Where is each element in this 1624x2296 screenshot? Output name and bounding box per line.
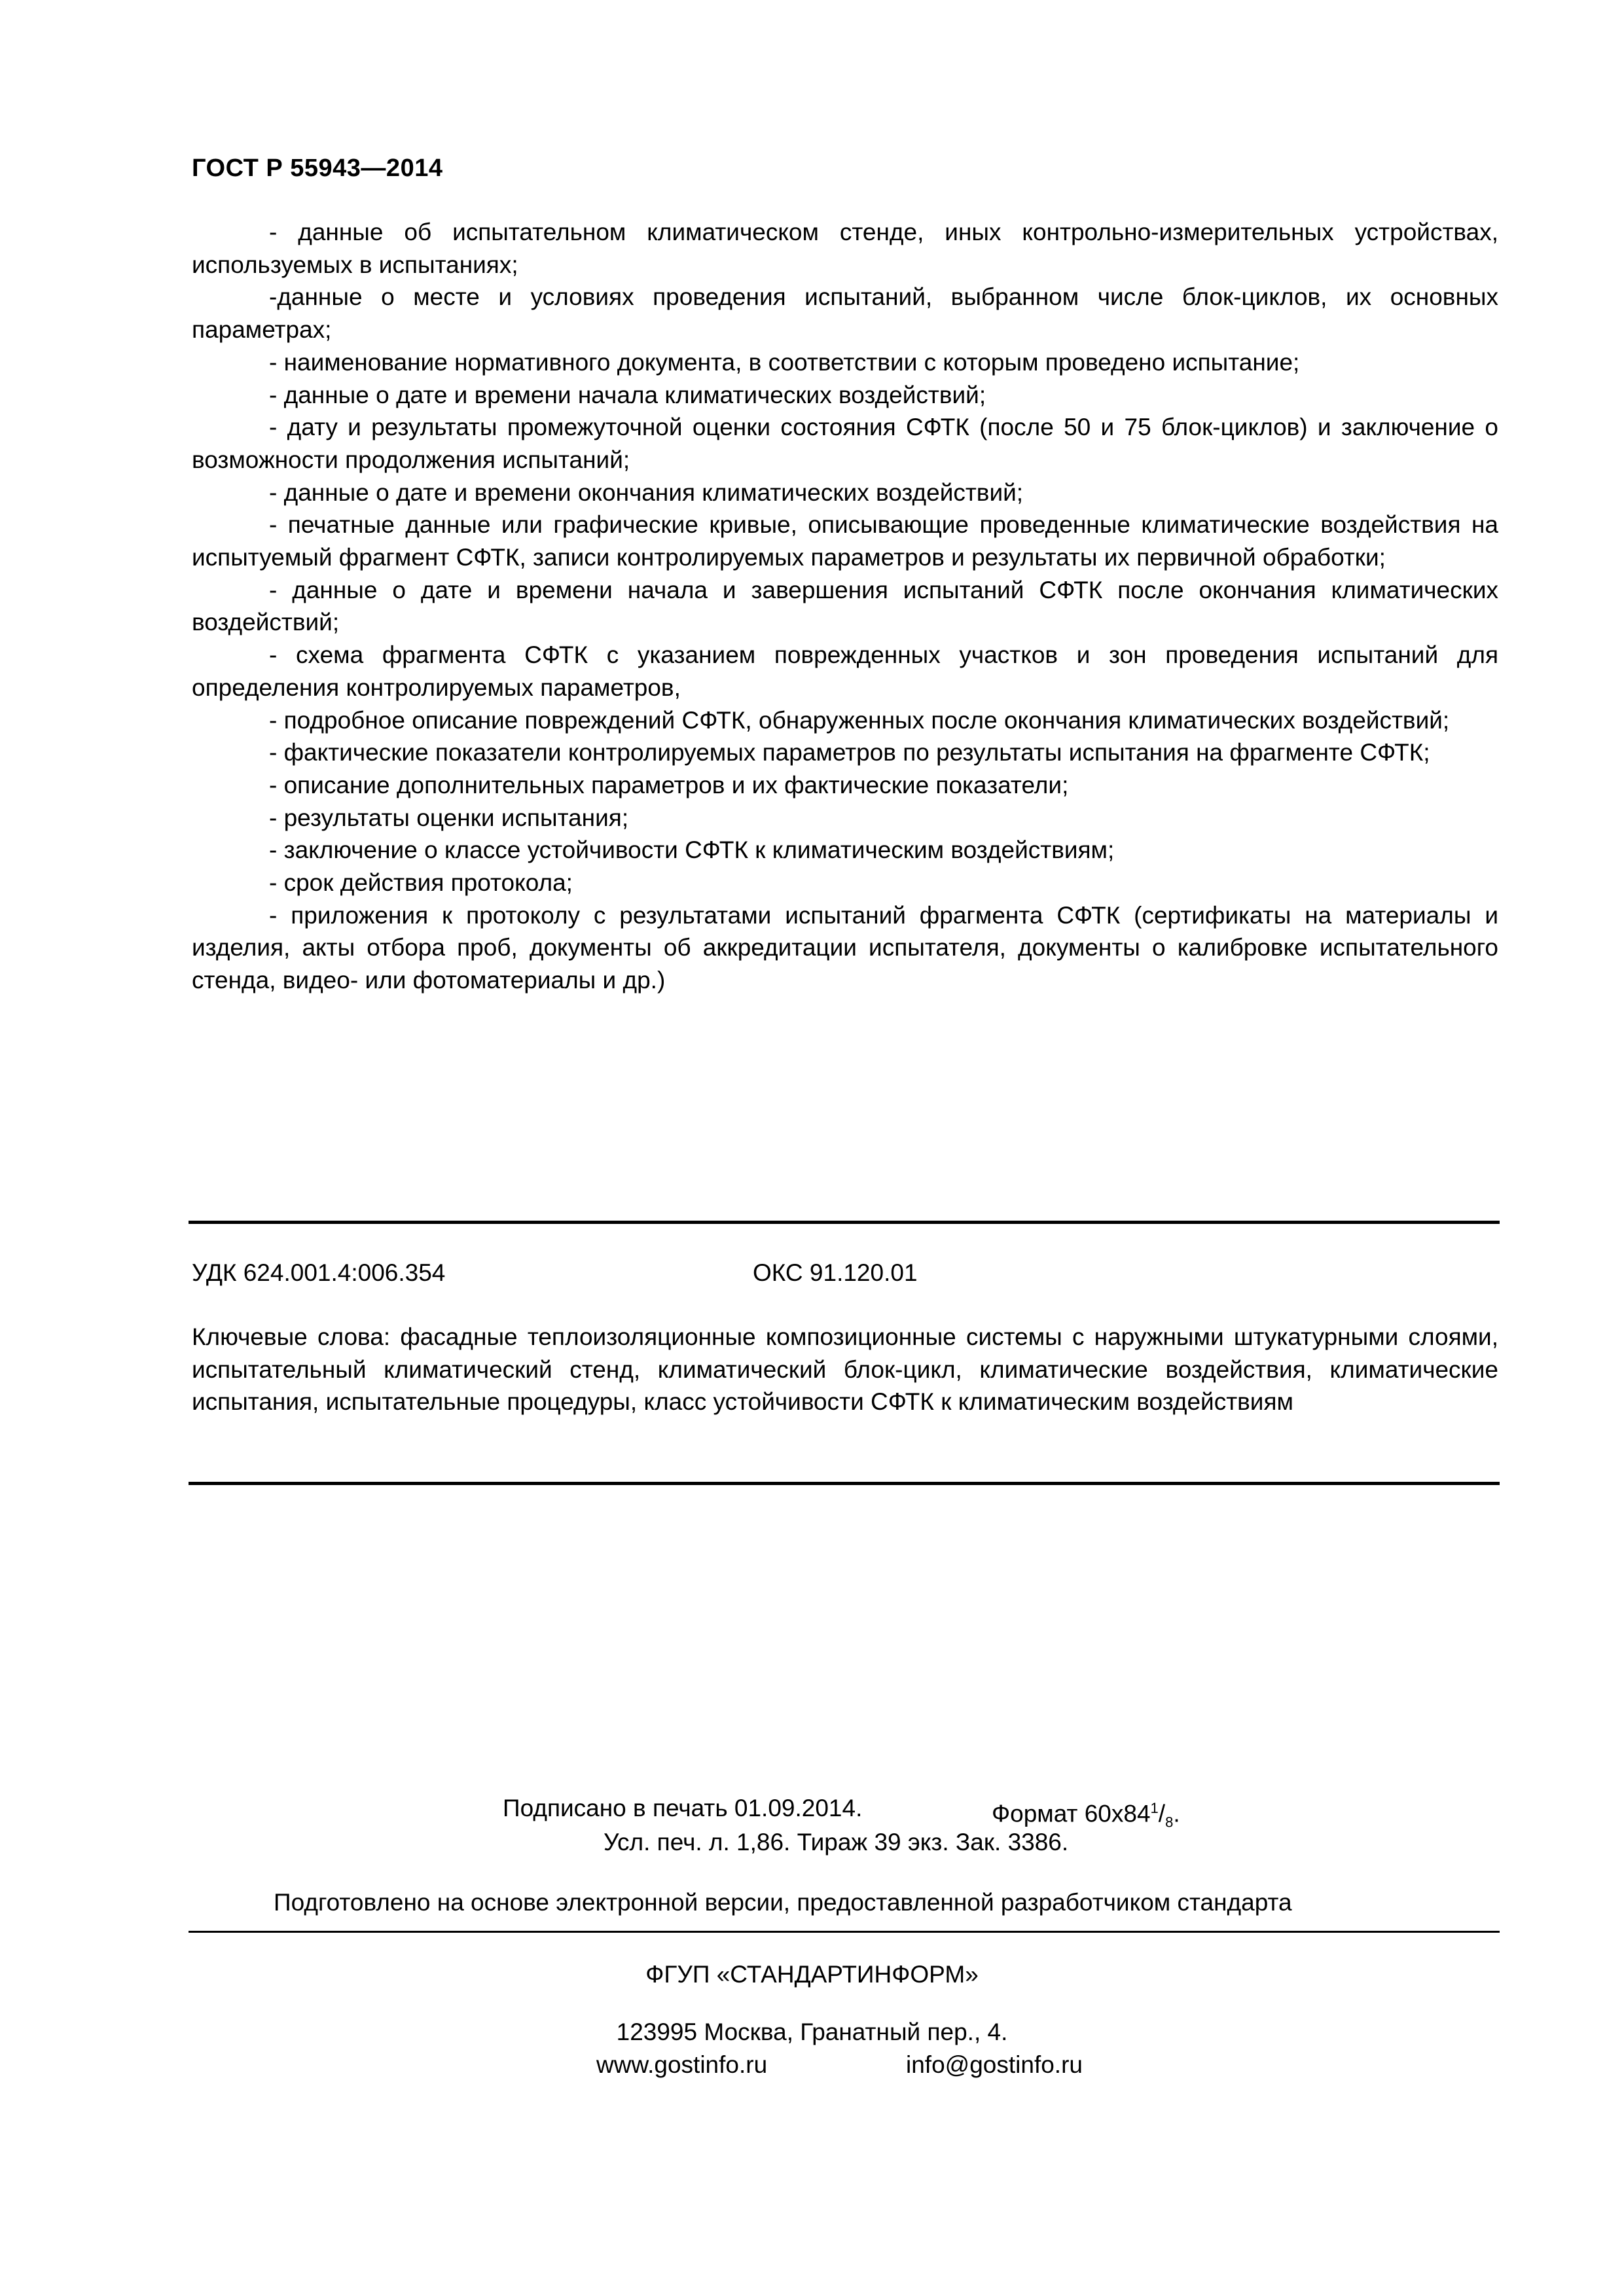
list-item: - данные о дате и времени начала и завершения испытаний СФТК после окончания климатических воздействий; bbox=[192, 576, 1498, 636]
protocol-contents-list bbox=[192, 216, 1498, 997]
format-sup: 1 bbox=[1150, 1800, 1159, 1816]
list-item: -данные о месте и условиях проведения испытаний, выбранном числе блок-циклов, их основных параметрах; bbox=[192, 283, 1498, 344]
list-item: - подробное описание повреждений СФТК, обнаруженных после окончания климатических воздействий; bbox=[269, 706, 1450, 734]
list-item: - данные о дате и времени начала климатических воздействий; bbox=[269, 381, 986, 408]
list-item: - результаты оценки испытания; bbox=[269, 804, 629, 831]
list-item: - наименование нормативного документа, в соответствии с которым проведено испытание; bbox=[269, 348, 1300, 376]
format-suffix: . bbox=[1173, 1800, 1180, 1827]
document-code-header: ГОСТ Р 55943—2014 bbox=[192, 154, 443, 182]
prepared-note: Подготовлено на основе электронной версии, предоставленной разработчиком стандарта bbox=[274, 1889, 1292, 1916]
divider-bottom bbox=[189, 1482, 1500, 1485]
list-item: - печатные данные или графические кривые, описывающие проведенные климатические воздействия на испытуемый фрагмент СФТК, записи контролируемых параметров и результаты их первичной обработки; bbox=[192, 511, 1498, 571]
signed-date: Подписано в печать 01.09.2014. bbox=[503, 1795, 863, 1821]
format-prefix: Формат 60x84 bbox=[992, 1800, 1151, 1827]
oks-code: ОКС 91.120.01 bbox=[753, 1259, 918, 1286]
list-item: - приложения к протоколу с результатами испытаний фрагмента СФТК (сертификаты на материалы и изделия, акты отбора проб, документы об аккредитации испытателя, документы о калибровке испытательного стенда, видео- или фотоматериалы и др.) bbox=[192, 901, 1498, 994]
divider-imprint bbox=[189, 1931, 1500, 1933]
publisher-address: 123995 Москва, Гранатный пер., 4. bbox=[616, 2018, 1008, 2045]
keywords-paragraph: Ключевые слова: фасадные теплоизоляционные композиционные системы с наружными штукатурными слоями, испытательный климатический стенд, климатический блок-цикл, климатические воздействия, климатические испытания, испытательные процедуры, класс устойчивости СФТК к климатическим воздействиям bbox=[192, 1323, 1498, 1416]
website-link[interactable]: www.gostinfo.ru bbox=[596, 2051, 768, 2078]
list-item: - данные о дате и времени окончания климатических воздействий; bbox=[269, 478, 1024, 506]
format-sub: 8 bbox=[1165, 1814, 1174, 1831]
list-item: - фактические показатели контролируемых параметров по результаты испытания на фрагменте СФТК; bbox=[269, 739, 1430, 766]
list-item: - данные об испытательном климатическом стенде, иных контрольно-измерительных устройствах, используемых в испытаниях; bbox=[192, 219, 1498, 278]
list-item: - срок действия протокола; bbox=[269, 869, 573, 897]
format-info: Формат $60x84^1/_8$. bbox=[992, 1800, 1180, 1831]
list-item: - описание дополнительных параметров и их фактические показатели; bbox=[269, 771, 1069, 798]
list-item: - дату и результаты промежуточной оценки состояния СФТК (после 50 и 75 блок-циклов) и заключение о возможности продолжения испытаний; bbox=[192, 414, 1498, 473]
print-info: Усл. печ. л. 1,86. Тираж 39 экз. Зак. 3386. bbox=[604, 1829, 1069, 1856]
divider-top bbox=[189, 1221, 1500, 1224]
list-item: - заключение о классе устойчивости СФТК к климатическим воздействиям; bbox=[269, 836, 1115, 864]
publisher-name: ФГУП «СТАНДАРТИНФОРМ» bbox=[645, 1961, 979, 1988]
email-link[interactable]: info@gostinfo.ru bbox=[906, 2051, 1083, 2078]
list-item: - схема фрагмента СФТК с указанием поврежденных участков и зон проведения испытаний для определения контролируемых параметров, bbox=[192, 641, 1498, 701]
udk-code: УДК 624.001.4:006.354 bbox=[192, 1259, 446, 1286]
